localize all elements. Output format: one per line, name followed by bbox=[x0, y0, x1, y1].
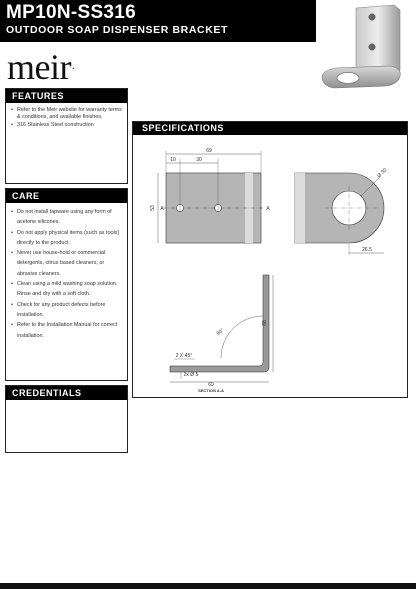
dim-width-label: 69 bbox=[206, 148, 212, 154]
dim-height-label: 53 bbox=[150, 205, 156, 211]
dim-vertical-label: 68 bbox=[262, 320, 268, 326]
product-code: MP10N-SS316 bbox=[6, 2, 137, 23]
list-item: • 316 Stainless Steel construction bbox=[11, 122, 94, 129]
footer-bar bbox=[0, 583, 416, 589]
technical-drawing bbox=[133, 136, 407, 396]
specifications-title: SPECIFICATIONS bbox=[133, 122, 407, 135]
care-list bbox=[6, 207, 127, 341]
dim-center-label: 26.5 bbox=[362, 247, 372, 253]
angle-arc bbox=[221, 316, 263, 358]
brand-logo bbox=[7, 47, 74, 87]
dim-holes-label: 2x Ø 5 bbox=[183, 372, 199, 378]
front-view bbox=[150, 148, 270, 243]
list-item: • Refer to the Meir website for warranty terms & conditions, and available finishes. bbox=[11, 107, 122, 121]
list-item: • Clean using a mild washing soap solution. Rinse and dry with a soft cloth. bbox=[11, 281, 118, 298]
features-list bbox=[6, 107, 127, 130]
credentials-title: CREDENTIALS bbox=[6, 386, 127, 400]
list-item: • Do not install tapware using any form of acetone silicones. bbox=[11, 209, 112, 226]
brand-dot: . bbox=[71, 61, 74, 72]
list-item: • Refer to the Installation Manual for correct installation. bbox=[11, 322, 118, 339]
section-mark-left: A bbox=[160, 206, 164, 212]
brand-name: meir bbox=[7, 47, 71, 87]
specifications-panel bbox=[132, 121, 408, 398]
section-label: SECTION A-A bbox=[198, 388, 224, 393]
credentials-panel bbox=[5, 385, 128, 453]
care-panel bbox=[5, 188, 128, 381]
dim-base-label: 69 bbox=[208, 382, 214, 388]
dim-angle-label: 90° bbox=[215, 327, 226, 337]
section-mark-right: A bbox=[266, 206, 270, 212]
side-view bbox=[295, 167, 388, 255]
section-view bbox=[170, 275, 273, 393]
product-name: OUTDOOR SOAP DISPENSER BRACKET bbox=[6, 24, 228, 36]
product-photo bbox=[316, 0, 416, 100]
list-item: • Never use house-hold or commercial detergents, citrus based cleaners, or abrasive cleaners. bbox=[11, 250, 106, 277]
dim-spacing-label: 30 bbox=[196, 157, 202, 163]
care-title: CARE bbox=[6, 189, 127, 203]
features-title: FEATURES bbox=[6, 89, 127, 103]
dim-chamfer-label: 2 X 45° bbox=[175, 353, 193, 359]
list-item: • Do not apply physical items (such as tools) directly to the product. bbox=[11, 229, 120, 246]
dim-hole-diameter: Ø 30 bbox=[376, 167, 389, 180]
bracket-photo-icon bbox=[316, 0, 416, 100]
dim-offset-label: 10 bbox=[170, 157, 176, 163]
list-item: • Check for any product defects before installation. bbox=[11, 301, 106, 318]
bend-highlight bbox=[295, 173, 305, 243]
features-panel bbox=[5, 88, 128, 184]
